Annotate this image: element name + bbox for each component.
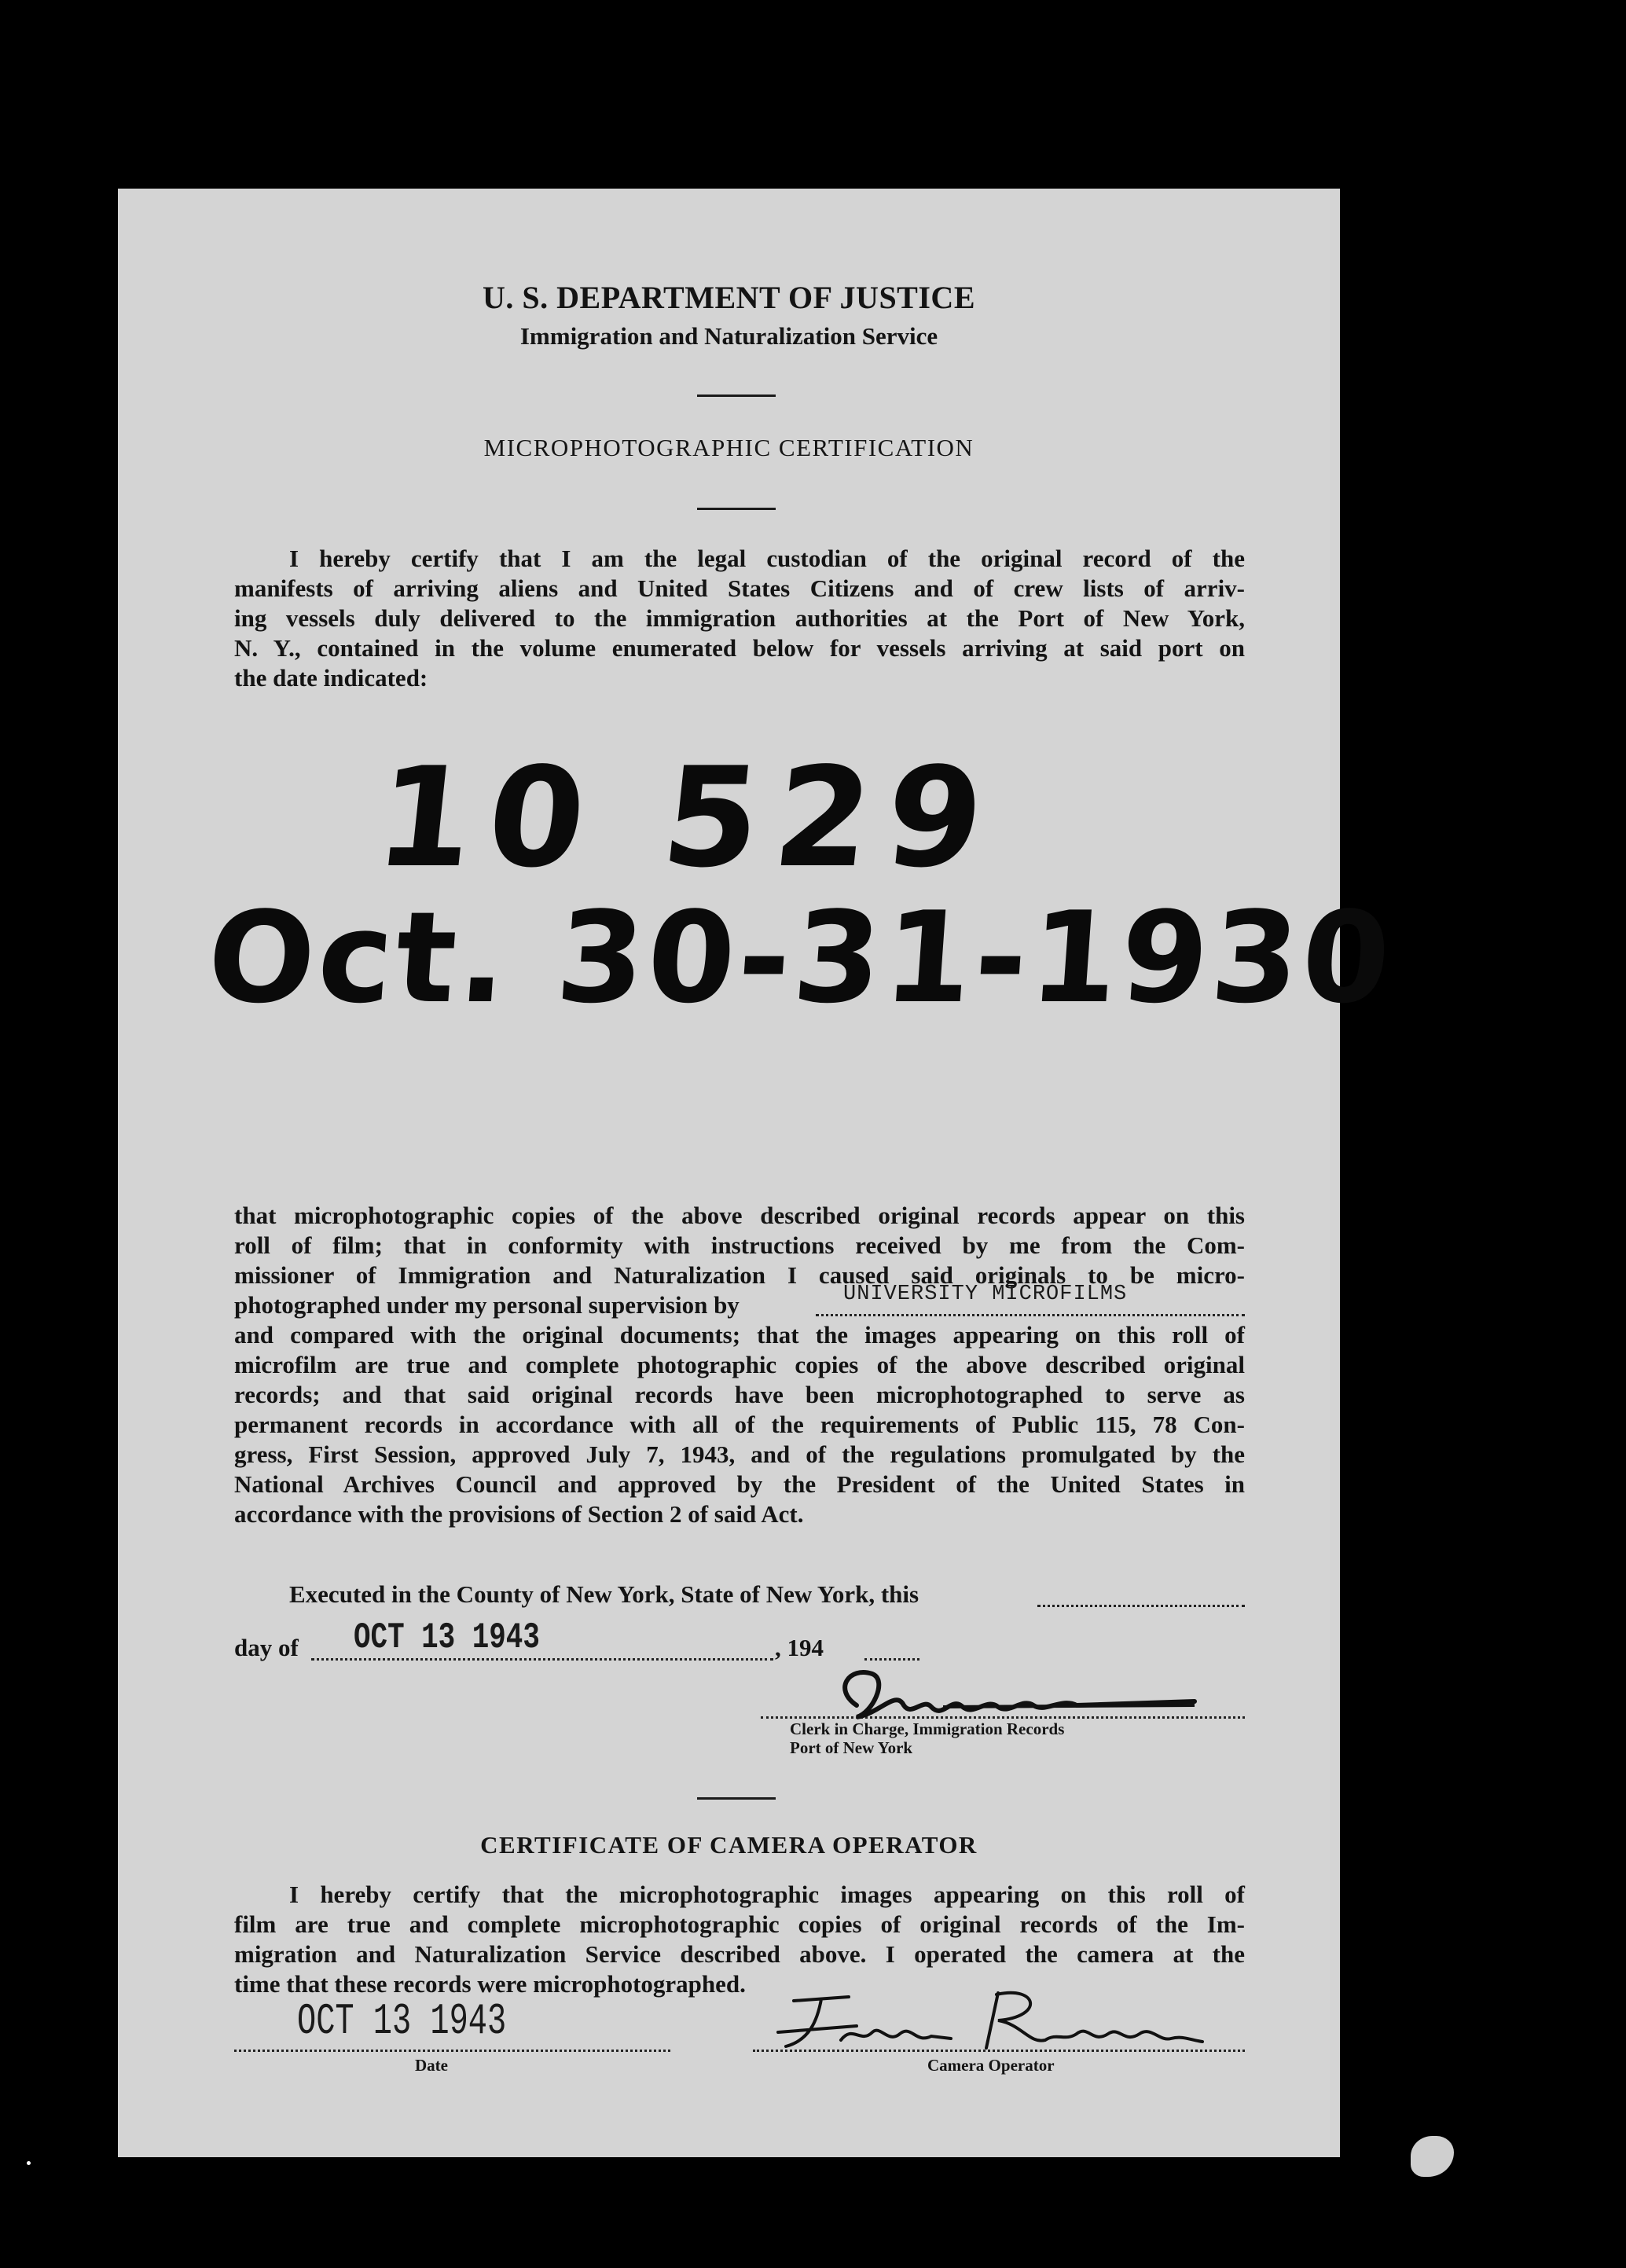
paragraph-line: manifests of arriving aliens and United States Citizens and of crew lists of arriv- — [234, 574, 1245, 602]
day-of-text: day of — [234, 1634, 299, 1661]
supervisor-stamp: UNIVERSITY MICROFILMS — [843, 1283, 1128, 1306]
paragraph-line: migration and Naturalization Service described above. I operated the camera at the — [234, 1940, 1245, 1968]
paragraph-line: time that these records were microphotographed. — [234, 1970, 746, 1998]
film-speck — [27, 2161, 31, 2165]
executed-statement: Executed in the County of New York, State of New York, this — [289, 1580, 919, 1608]
year-suffix-text: , 194 — [775, 1634, 824, 1661]
paragraph-line: roll of film; that in conformity with instructions received by me from the Com- — [234, 1231, 1245, 1259]
paragraph-line: that microphotographic copies of the above described original records appear on this — [234, 1202, 1245, 1229]
paragraph-line: permanent records in accordance with all of the requirements of Public 115, 78 Con- — [234, 1411, 1245, 1438]
paragraph-line: records; and that said original records have been microphotographed to serve as — [234, 1381, 1245, 1408]
certification-paragraph — [234, 544, 1245, 693]
film-speck — [1411, 2136, 1454, 2177]
supervisor-dotted-line — [816, 1314, 1245, 1316]
paragraph-line: N. Y., contained in the volume enumerated below for vessels arriving at said port on — [234, 634, 1245, 662]
paragraph-line: I hereby certify that the microphotographic images appearing on this roll of — [289, 1881, 1245, 1908]
camera-date-stamp: OCT 13 1943 — [297, 1996, 507, 2046]
paragraph-line: I hereby certify that I am the legal custodian of the original record of the — [289, 545, 1245, 572]
divider-rule — [697, 395, 776, 397]
clerk-signature — [825, 1658, 1218, 1729]
certification-title: MICROPHOTOGRAPHIC CERTIFICATION — [483, 434, 974, 461]
paragraph-line: gress, First Session, approved July 7, 1943, and of the regulations promulgated by the — [234, 1440, 1245, 1468]
day-dotted-line — [311, 1658, 773, 1661]
handwritten-volume-number: 10 529 — [369, 739, 1007, 898]
paragraph-line: ing vessels duly delivered to the immigration authorities at the Port of New York, — [234, 604, 1245, 632]
service-heading: Immigration and Naturalization Service — [519, 322, 938, 350]
department-heading: U. S. DEPARTMENT OF JUSTICE — [483, 280, 975, 315]
executed-date-stamp: OCT 13 1943 — [354, 1617, 540, 1658]
supervision-line — [234, 1283, 1245, 1320]
supervision-prefix: photographed under my personal supervision by — [234, 1291, 740, 1319]
paragraph-line: National Archives Council and approved by the President of the United States in — [234, 1470, 1245, 1498]
paragraph-line: microfilm are true and complete photographic copies of the above described original — [234, 1351, 1245, 1378]
handwritten-volume-date: Oct. 30-31-1930 — [203, 884, 1398, 1031]
executed-dotted-line — [1037, 1605, 1245, 1607]
paragraph-line: the date indicated: — [234, 664, 428, 692]
camera-operator-label: Camera Operator — [927, 2056, 1055, 2075]
divider-rule — [697, 508, 776, 510]
date-label: Date — [415, 2056, 448, 2075]
clerk-title: Clerk in Charge, Immigration Records — [790, 1719, 1065, 1738]
divider-rule — [697, 1797, 776, 1800]
camera-operator-signature — [762, 1977, 1234, 2056]
camera-certificate-title: CERTIFICATE OF CAMERA OPERATOR — [480, 1831, 978, 1859]
paragraph-line: accordance with the provisions of Section 2 of said Act. — [234, 1500, 804, 1528]
camera-date-line — [234, 2050, 670, 2052]
paragraph-line: film are true and complete microphotographic copies of original records of the Im- — [234, 1910, 1245, 1938]
body-paragraph — [234, 1201, 1245, 1529]
paragraph-line: missioner of Immigration and Naturalization I caused said originals to be micro- — [234, 1261, 1245, 1289]
clerk-place: Port of New York — [790, 1738, 913, 1757]
executed-text — [289, 1580, 1075, 1609]
paragraph-line: and compared with the original documents; that the images appearing on this roll of — [234, 1321, 1245, 1349]
certificate-page — [118, 189, 1398, 2157]
